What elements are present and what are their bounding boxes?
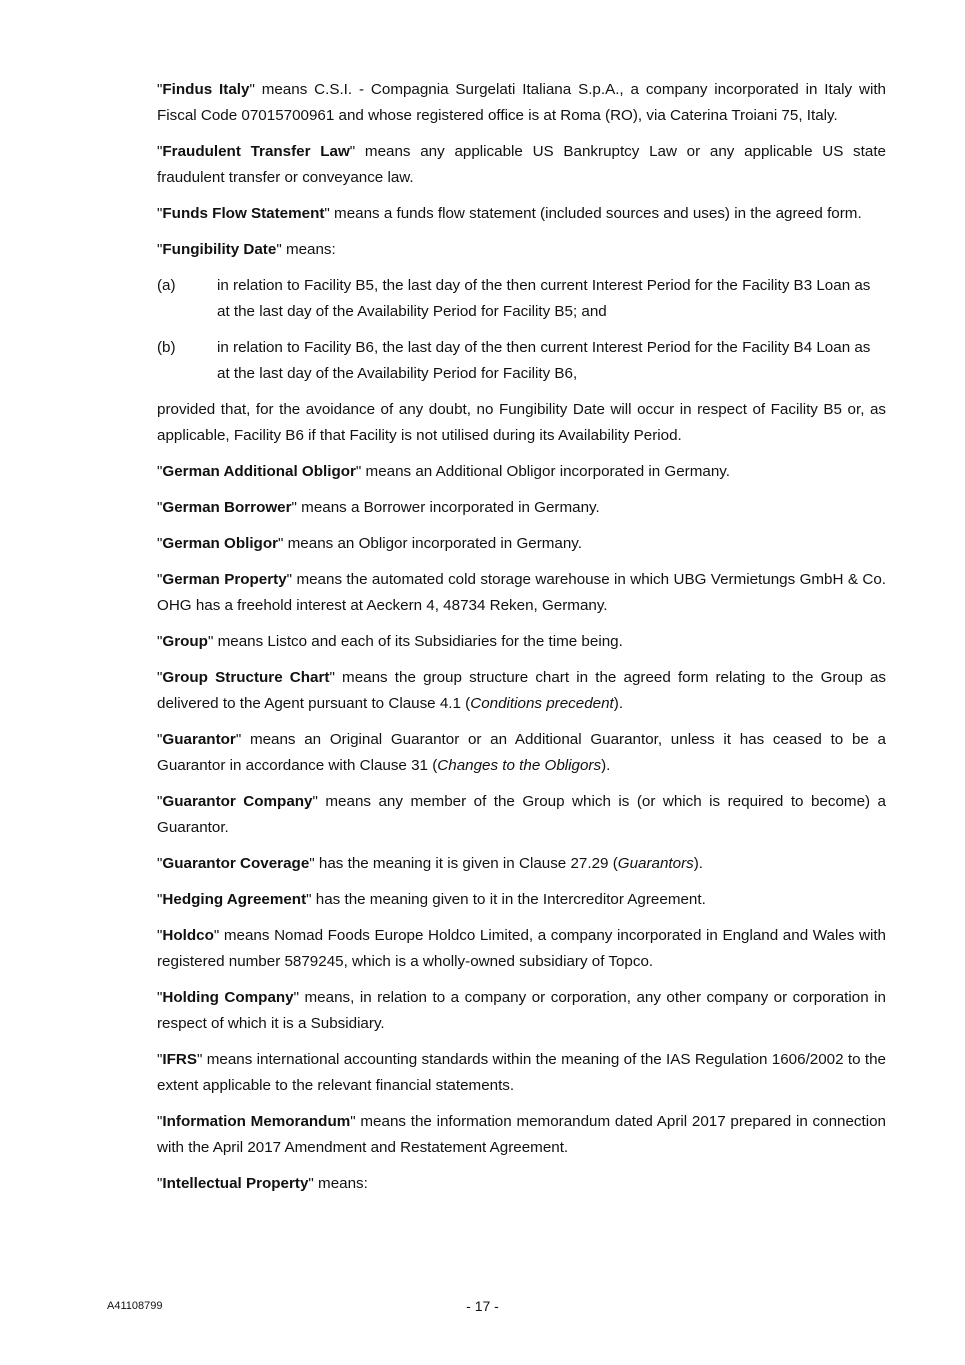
list-label: (b) <box>157 339 176 356</box>
definition-german-borrower: "German Borrower" means a Borrower incorporated in Germany. <box>157 499 600 516</box>
definition-holdco: "Holdco" means Nomad Foods Europe Holdco Limited, a company incorporated in England and Wales with registered number 5879245, which is a wholly-owned subsidiary of Topco. <box>157 927 886 970</box>
definition-group: "Group" means Listco and each of its Subsidiaries for the time being. <box>157 633 623 650</box>
document-body <box>157 77 886 1207</box>
fungibility-proviso: provided that, for the avoidance of any doubt, no Fungibility Date will occur in respect of Facility B5 or, as applicable, Facility B6 if that Facility is not utilised during its Availability Period. <box>157 401 886 444</box>
definition-german-obligor: "German Obligor" means an Obligor incorporated in Germany. <box>157 535 582 552</box>
definition-guarantor-company: "Guarantor Company" means any member of the Group which is (or which is required to become) a Guarantor. <box>157 793 886 836</box>
definition-group-structure-chart: "Group Structure Chart" means the group structure chart in the agreed form relating to the Group as delivered to the Agent pursuant to Clause 4.1 (Conditions precedent). <box>157 669 886 712</box>
definition-german-property: "German Property" means the automated cold storage warehouse in which UBG Vermietungs GmbH & Co. OHG has a freehold interest at Aeckern 4, 48734 Reken, Germany. <box>157 571 887 614</box>
definition-fraudulent-transfer-law: "Fraudulent Transfer Law" means any applicable US Bankruptcy Law or any applicable US state fraudulent transfer or conveyance law. <box>157 143 886 186</box>
definition-fungibility-date: "Fungibility Date" means: <box>157 241 336 258</box>
definition-information-memorandum: "Information Memorandum" means the information memorandum dated April 2017 prepared in connection with the April 2017 Amendment and Restatement Agreement. <box>157 1113 886 1156</box>
document-reference: A41108799 <box>107 1300 163 1312</box>
definition-guarantor: "Guarantor" means an Original Guarantor or an Additional Guarantor, unless it has ceased to be a Guarantor in accordance with Clause 31 (Changes to the Obligors). <box>157 731 886 774</box>
definition-hedging-agreement: "Hedging Agreement" has the meaning given to it in the Intercreditor Agreement. <box>157 891 706 908</box>
list-text: in relation to Facility B6, the last day of the then current Interest Period for the Facility B4 Loan as at the last day of the Availability Period for Facility B6, <box>217 339 871 382</box>
list-text: in relation to Facility B5, the last day of the then current Interest Period for the Facility B3 Loan as at the last day of the Availability Period for Facility B5; and <box>217 277 871 320</box>
definition-guarantor-coverage: "Guarantor Coverage" has the meaning it is given in Clause 27.29 (Guarantors). <box>157 855 704 872</box>
definition-ifrs: "IFRS" means international accounting standards within the meaning of the IAS Regulation 1606/2002 to the extent applicable to the relevant financial statements. <box>157 1051 886 1094</box>
definition-german-additional-obligor: "German Additional Obligor" means an Additional Obligor incorporated in Germany. <box>157 463 730 480</box>
list-label: (a) <box>157 277 176 294</box>
definition-holding-company: "Holding Company" means, in relation to a company or corporation, any other company or corporation in respect of which it is a Subsidiary. <box>157 989 886 1032</box>
definition-funds-flow-statement: "Funds Flow Statement" means a funds flow statement (included sources and uses) in the agreed form. <box>157 205 862 222</box>
page-number: - 17 - <box>466 1298 499 1314</box>
definition-intellectual-property: "Intellectual Property" means: <box>157 1175 368 1192</box>
definition-findus-italy: "Findus Italy" means C.S.I. - Compagnia Surgelati Italiana S.p.A., a company incorporated in Italy with Fiscal Code 07015700961 and whose registered office is at Roma (RO), via Caterina Troiani 75, Italy. <box>157 81 886 124</box>
list-item <box>157 273 886 325</box>
list-item <box>157 335 886 387</box>
